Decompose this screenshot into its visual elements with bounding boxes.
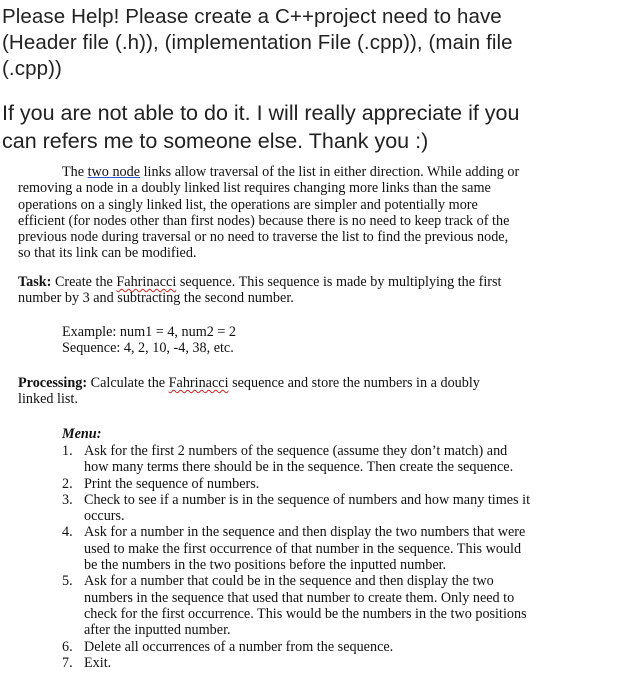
menu-item	[62, 524, 607, 573]
menu-item	[62, 443, 607, 476]
menu-item	[62, 573, 607, 638]
menu-item-number: 2.	[62, 475, 73, 492]
question-plea-line: can refers me to someone else. Thank you :)	[2, 129, 429, 153]
menu-item-line: occurs.	[84, 508, 125, 525]
intro-line: efficient (for nodes other than first nodes) because there is no need to keep track of the	[18, 212, 510, 229]
menu-item-line: how many terms there should be in the sequence. Then create the sequence.	[84, 459, 514, 476]
menu-item	[62, 492, 607, 525]
fahrinacci-word: Fahrinacci	[116, 274, 177, 290]
question-title-line: Please Help! Please create a C++project need to have	[2, 5, 502, 28]
menu-item-number: 4.	[62, 524, 73, 541]
question-title	[2, 4, 622, 82]
intro-text: links allow traversal of the list in either direction. While adding or	[140, 164, 520, 180]
menu-item-number: 7.	[62, 654, 73, 671]
task-text: sequence. This sequence is made by multiplying the first	[176, 274, 502, 290]
question-plea-line: If you are not able to do it. I will really appreciate if you	[2, 101, 520, 125]
example-line: Example: num1 = 4, num2 = 2	[62, 324, 237, 340]
processing-line: linked list.	[18, 391, 78, 408]
processing-text: Calculate the	[87, 375, 169, 391]
processing-text: sequence and store the numbers in a doubly	[228, 375, 480, 391]
menu-item-line: Exit.	[84, 654, 112, 671]
processing-line	[18, 375, 608, 391]
task-paragraph	[18, 274, 608, 307]
intro-line: previous node during traversal or no need to traverse the list to find the previous node,	[18, 229, 509, 246]
menu-item-number: 5.	[62, 573, 73, 590]
menu-item	[62, 639, 607, 655]
processing-paragraph	[18, 375, 608, 408]
task-text: Create the	[51, 274, 117, 290]
menu-item	[62, 476, 607, 492]
menu-item-line: Print the sequence of numbers.	[84, 475, 260, 492]
fahrinacci-word: Fahrinacci	[168, 375, 229, 391]
menu-item-line: Check to see if a number is in the sequence of numbers and how many times it	[84, 491, 531, 508]
intro-line: removing a node in a doubly linked list requires changing more links than the same	[18, 180, 491, 197]
menu-list	[62, 443, 607, 671]
menu-item-line: Ask for a number in the sequence and then display the two numbers that were	[84, 524, 526, 541]
menu-item-line: Delete all occurrences of a number from the sequence.	[84, 638, 394, 655]
intro-paragraph	[18, 164, 598, 262]
assignment-document	[0, 164, 627, 700]
menu-item-line: be the numbers in the two positions before the inputted number.	[84, 557, 447, 574]
question-title-line: (.cpp))	[2, 57, 62, 80]
question-plea	[2, 99, 622, 155]
menu-item-line: Ask for the first 2 numbers of the sequence (assume they don’t match) and	[84, 443, 508, 459]
menu-item-number: 3.	[62, 491, 73, 508]
task-line: number by 3 and subtracting the second number.	[18, 290, 294, 307]
task-label: Task:	[18, 274, 52, 290]
sequence-line: Sequence: 4, 2, 10, -4, 38, etc.	[62, 340, 234, 357]
intro-line: operations on a singly linked list, the operations are simpler and potentially more	[18, 196, 478, 213]
menu-item	[62, 655, 607, 671]
intro-line: so that its link can be modified.	[18, 245, 197, 262]
processing-label: Processing:	[18, 375, 88, 391]
two-node-link-text: two node	[87, 164, 141, 180]
menu-item-number: 6.	[62, 638, 73, 655]
intro-text: The	[62, 164, 88, 180]
intro-line	[18, 164, 598, 180]
menu-item-number: 1.	[62, 443, 73, 459]
menu-heading: Menu:	[62, 426, 102, 442]
menu-item-line: Ask for a number that could be in the sequence and then display the two	[84, 573, 494, 590]
menu-item-line: used to make the first occurrence of that number in the sequence. This would	[84, 540, 522, 557]
question-title-line: (Header file (.h)), (implementation File (.cpp)), (main file	[2, 31, 513, 54]
example-block	[62, 324, 236, 357]
menu-item-line: after the inputted number.	[84, 622, 231, 639]
menu-item-line: numbers in the sequence that used that number to create them. Only need to	[84, 589, 515, 606]
menu-item-line: check for the first occurrence. This would be the numbers in the two positions	[84, 605, 527, 622]
task-line	[18, 274, 608, 290]
